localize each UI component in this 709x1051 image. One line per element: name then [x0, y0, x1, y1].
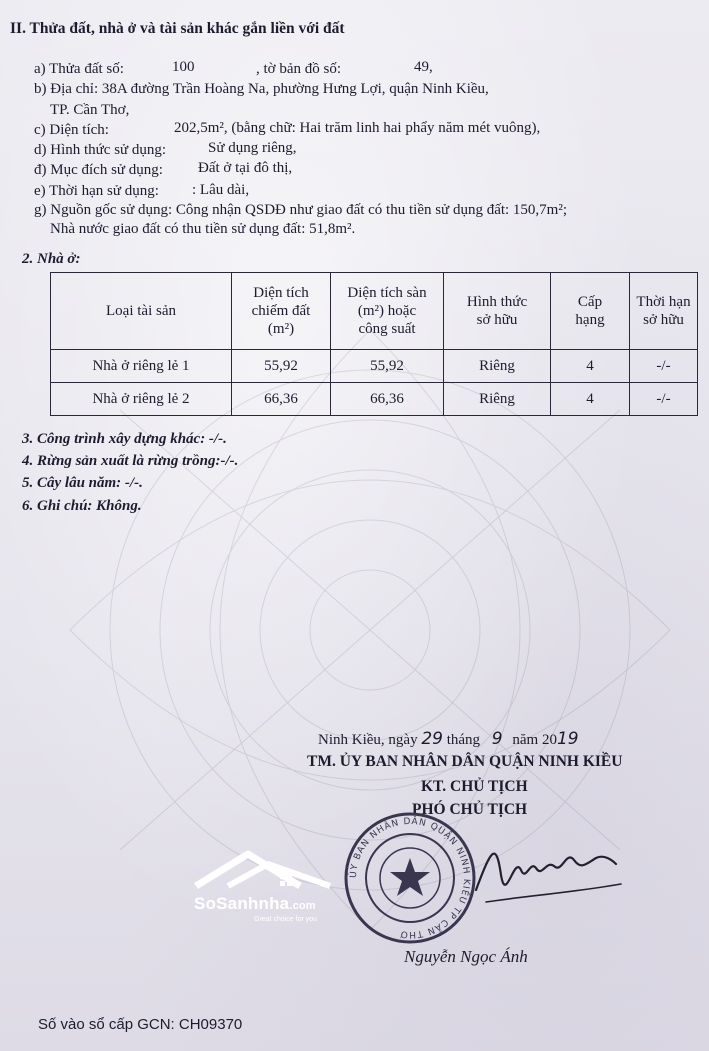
other-construction: 3. Công trình xây dựng khác: -/-. — [22, 431, 227, 447]
usage-form-value: Sử dụng riêng, — [208, 140, 297, 156]
table-row — [51, 383, 698, 416]
usage-term-value: : Lâu dài, — [192, 182, 250, 198]
signer-name: Nguyễn Ngọc Ánh — [404, 947, 528, 966]
cell-floor-area: 66,36 — [331, 383, 444, 416]
usage-purpose-value: Đất ở tại đô thị, — [198, 160, 293, 176]
cell-term: -/- — [630, 383, 698, 416]
usage-purpose-label: đ) Mục đích sử dụng: — [34, 162, 163, 178]
cell-land-area: 55,92 — [232, 350, 331, 383]
usage-term-label: e) Thời hạn sử dụng: — [34, 183, 159, 199]
header-floor-area: Diện tích sàn (m²) hoặc công suất — [331, 273, 444, 350]
cell-ownership: Riêng — [444, 350, 551, 383]
section-title: II. Thửa đất, nhà ở và tài sản khác gắn liền với đất — [10, 20, 345, 37]
parcel-number: 100 — [172, 59, 195, 75]
handwritten-signature — [466, 820, 626, 920]
signer-role-1: KT. CHỦ TỊCH — [421, 778, 528, 795]
notes: 6. Ghi chú: Không. — [22, 498, 142, 514]
map-sheet-number: 49, — [414, 59, 433, 75]
usage-origin-line-2: Nhà nước giao đất có thu tiền sử dụng đất: 51,8m². — [50, 221, 356, 237]
house-logo-icon — [188, 850, 338, 900]
header-ownership-form: Hình thức sở hữu — [444, 273, 551, 350]
header-asset-type: Loại tài sản — [51, 273, 232, 350]
production-forest: 4. Rừng sản xuất là rừng trồng:-/-. — [22, 453, 239, 469]
address-line-1: b) Địa chỉ: 38A đường Trần Hoàng Na, phường Hưng Lợi, quận Ninh Kiều, — [34, 81, 489, 97]
cell-floor-area: 55,92 — [331, 350, 444, 383]
official-seal-stamp — [340, 808, 480, 948]
address-line-2: TP. Cần Thơ, — [50, 102, 130, 118]
watermark-brand: SoSanhnha — [194, 894, 290, 913]
watermark-tagline: Great choice for you — [254, 916, 318, 923]
signer-role-2: PHÓ CHỦ TỊCH — [412, 801, 528, 818]
cell-grade: 4 — [551, 383, 630, 416]
cell-asset-type: Nhà ở riêng lẻ 2 — [51, 383, 232, 416]
area-label: c) Diện tích: — [34, 122, 109, 138]
perennial-trees: 5. Cây lâu năm: -/-. — [22, 475, 143, 491]
table-header-row — [51, 273, 698, 350]
header-ownership-term: Thời hạn sở hữu — [630, 273, 698, 350]
map-sheet-label: , tờ bản đồ số: — [256, 61, 342, 77]
area-value: 202,5m², (bằng chữ: Hai trăm linh hai phẩy năm mét vuông), — [174, 120, 541, 136]
header-land-area: Diện tích chiếm đất (m²) — [232, 273, 331, 350]
header-grade: Cấp hạng — [551, 273, 630, 350]
issuing-authority: TM. ỦY BAN NHÂN DÂN QUẬN NINH KIỀU — [307, 753, 623, 770]
watermark-domain: .com — [289, 900, 316, 912]
house-asset-table — [50, 272, 698, 416]
cell-term: -/- — [630, 350, 698, 383]
cell-grade: 4 — [551, 350, 630, 383]
sosanhnha-watermark — [188, 850, 338, 930]
table-row — [51, 350, 698, 383]
stamp-text: ỦY BAN NHÂN DÂN QUẬN NINH KIỀU TP CẦN THƠ — [348, 816, 472, 940]
parcel-number-label: a) Thửa đất số: — [34, 61, 124, 77]
certificate-number: Số vào sổ cấp GCN: CH09370 — [38, 1016, 243, 1033]
cell-asset-type: Nhà ở riêng lẻ 1 — [51, 350, 232, 383]
cell-land-area: 66,36 — [232, 383, 331, 416]
date-place: Ninh Kiều, ngày 29 tháng 9 năm 2019 — [318, 729, 579, 749]
house-heading: 2. Nhà ở: — [22, 251, 81, 267]
usage-origin-line-1: g) Nguồn gốc sử dụng: Công nhận QSDĐ như giao đất có thu tiền sử dụng đất: 150,7m²; — [34, 202, 568, 218]
usage-form-label: d) Hình thức sử dụng: — [34, 142, 167, 158]
cell-ownership: Riêng — [444, 383, 551, 416]
